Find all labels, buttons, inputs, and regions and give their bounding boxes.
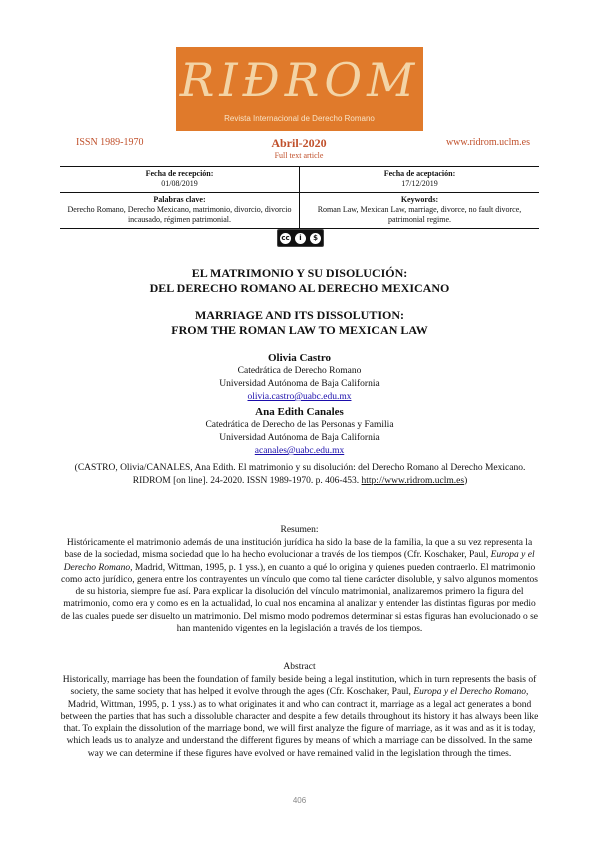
- full-text-label: Full text article: [274, 151, 324, 160]
- abstract-heading: Abstract: [283, 662, 316, 672]
- title-en-line1: MARRIAGE AND ITS DISSOLUTION:: [194, 308, 405, 322]
- title-es-line2: DEL DERECHO ROMANO AL DERECHO MEXICANO: [149, 281, 450, 295]
- acceptance-cell: [300, 167, 540, 193]
- author1-email[interactable]: olivia.castro@uabc.edu.mx: [247, 392, 352, 402]
- title-es-line1: EL MATRIMONIO Y SU DISOLUCIÓN:: [191, 266, 408, 280]
- citation-link[interactable]: http://www.ridrom.uclm.es: [361, 476, 465, 486]
- resumen-italic-title: Europa y el Derecho Romano,: [63, 550, 535, 573]
- article-metadata-table: [60, 166, 539, 229]
- resumen-p1-rest: Madrid, Wittman, 1995, p. 1 yss.), en cuanto a qué lo origina y quienes pueden contraerlo. El matrimonio como acto jurídico, genera entre los contrayentes un vínculo que como tal tiene carácter disoluble, y salvo algunos momentos de su historia, siempre fue así. Para explicar la disolución del vínculo matrimonial, analizaremos primero la figura del matrimonio, como era y como es en la actualidad, lo cual nos encamina al analizar y entender las distintas figuras por medio de las cuales puede ser disuelto un matrimonio. Del mismo modo podremos determinar si estas figuras han evolucionado o se han mantenido vigentes en la legislación a través de los tiempos.: [61, 562, 538, 635]
- cc-license-badge[interactable]: [277, 229, 324, 247]
- title-en-line2: FROM THE ROMAN LAW TO MEXICAN LAW: [171, 323, 428, 337]
- by-icon: i: [295, 233, 306, 244]
- acceptance-date: 17/12/2019: [401, 179, 438, 188]
- cc-icon: cc: [281, 233, 290, 242]
- author1-name: Olivia Castro: [267, 352, 332, 364]
- author-block-2: [40, 406, 559, 458]
- author2-position: Catedrática de Derecho de las Personas y Familia: [205, 420, 394, 430]
- reception-label: Fecha de recepción:: [145, 169, 214, 178]
- reception-cell: [60, 167, 300, 193]
- keywords-en-cell: [300, 193, 540, 229]
- journal-logo: [176, 47, 423, 131]
- abstract-p1: Historically, marriage has been the foundation of family beside being a legal institution, which in turn represents the basis of society, the same society that has helped it evolve through the ages (Cfr. Koschaker, Paul,: [62, 675, 537, 698]
- keywords-en-label: Keywords:: [400, 195, 439, 204]
- author-block-1: [40, 352, 559, 404]
- resumen-p1: Históricamente el matrimonio además de una institución jurídica ha sido la base de la familia, la que a su vez representa la base de la sociedad, misma sociedad que lo ha hecho evolucionar a través de los tiempos (Cfr. Koschaker, Paul,: [64, 538, 533, 561]
- logo-subtitle: Revista Internacional de Derecho Romano: [224, 114, 375, 123]
- acceptance-label: Fecha de aceptación:: [383, 169, 456, 178]
- keywords-en: Roman Law, Mexican Law, marriage, divorce, no fault divorce, patrimonial regime.: [317, 205, 522, 224]
- reception-date: 01/08/2019: [161, 179, 198, 188]
- title-spanish: [40, 266, 559, 296]
- journal-website[interactable]: www.ridrom.uclm.es: [445, 137, 530, 148]
- title-english: [40, 308, 559, 338]
- keywords-es-label: Palabras clave:: [153, 195, 206, 204]
- citation: [60, 462, 540, 488]
- author1-position: Catedrática de Derecho Romano: [237, 366, 362, 376]
- resumen-body: [58, 537, 541, 635]
- author1-institution: Universidad Autónoma de Baja California: [219, 379, 380, 389]
- citation-text: (CASTRO, Olivia/CANALES, Ana Edith. El matrimonio y su disolución: del Derecho Romano al Derecho Mexicano. RIDROM [on line]. 24-2020. ISSN 1989-1970. p. 406-453.: [74, 463, 526, 486]
- keywords-es: Derecho Romano, Derecho Mexicano, matrimonio, divorcio, divorcio incausado, régimen patrimonial.: [67, 205, 292, 224]
- abstract-p1-rest: Madrid, Wittman, 1995, p. 1 yss.) as to what originates it and who can contract it, marriage as a legal act generates a bond between the parties that has such a dissoluble character and despite a few details throughout its history it has always been like that. To explain the dissolution of the marriage bond, we will first analyze the figure of marriage, as it was and as it is today, which leads us to analyze and understand the different figures by means of which a marriage can be dissolved. In the same way we can determine if these figures have evolved or have remained valid in the legislation through the times.: [60, 699, 539, 759]
- resumen-heading: Resumen:: [280, 525, 319, 535]
- abstract-body: [58, 674, 541, 760]
- logo-wordmark: RIÐROM: [179, 53, 420, 107]
- page-number: 406: [292, 796, 307, 805]
- author2-name: Ana Edith Canales: [255, 406, 344, 418]
- issn: ISSN 1989-1970: [76, 137, 144, 148]
- abstract-italic-title: Europa y el Derecho Romano,: [413, 687, 529, 698]
- keywords-es-cell: [60, 193, 300, 229]
- issue-block: [220, 136, 378, 160]
- author2-email[interactable]: acanales@uabc.edu.mx: [254, 446, 345, 456]
- citation-close: ): [464, 476, 468, 486]
- nc-icon: $: [310, 233, 321, 244]
- issue-date: Abril-2020: [271, 136, 327, 150]
- author2-institution: Universidad Autónoma de Baja California: [219, 433, 380, 443]
